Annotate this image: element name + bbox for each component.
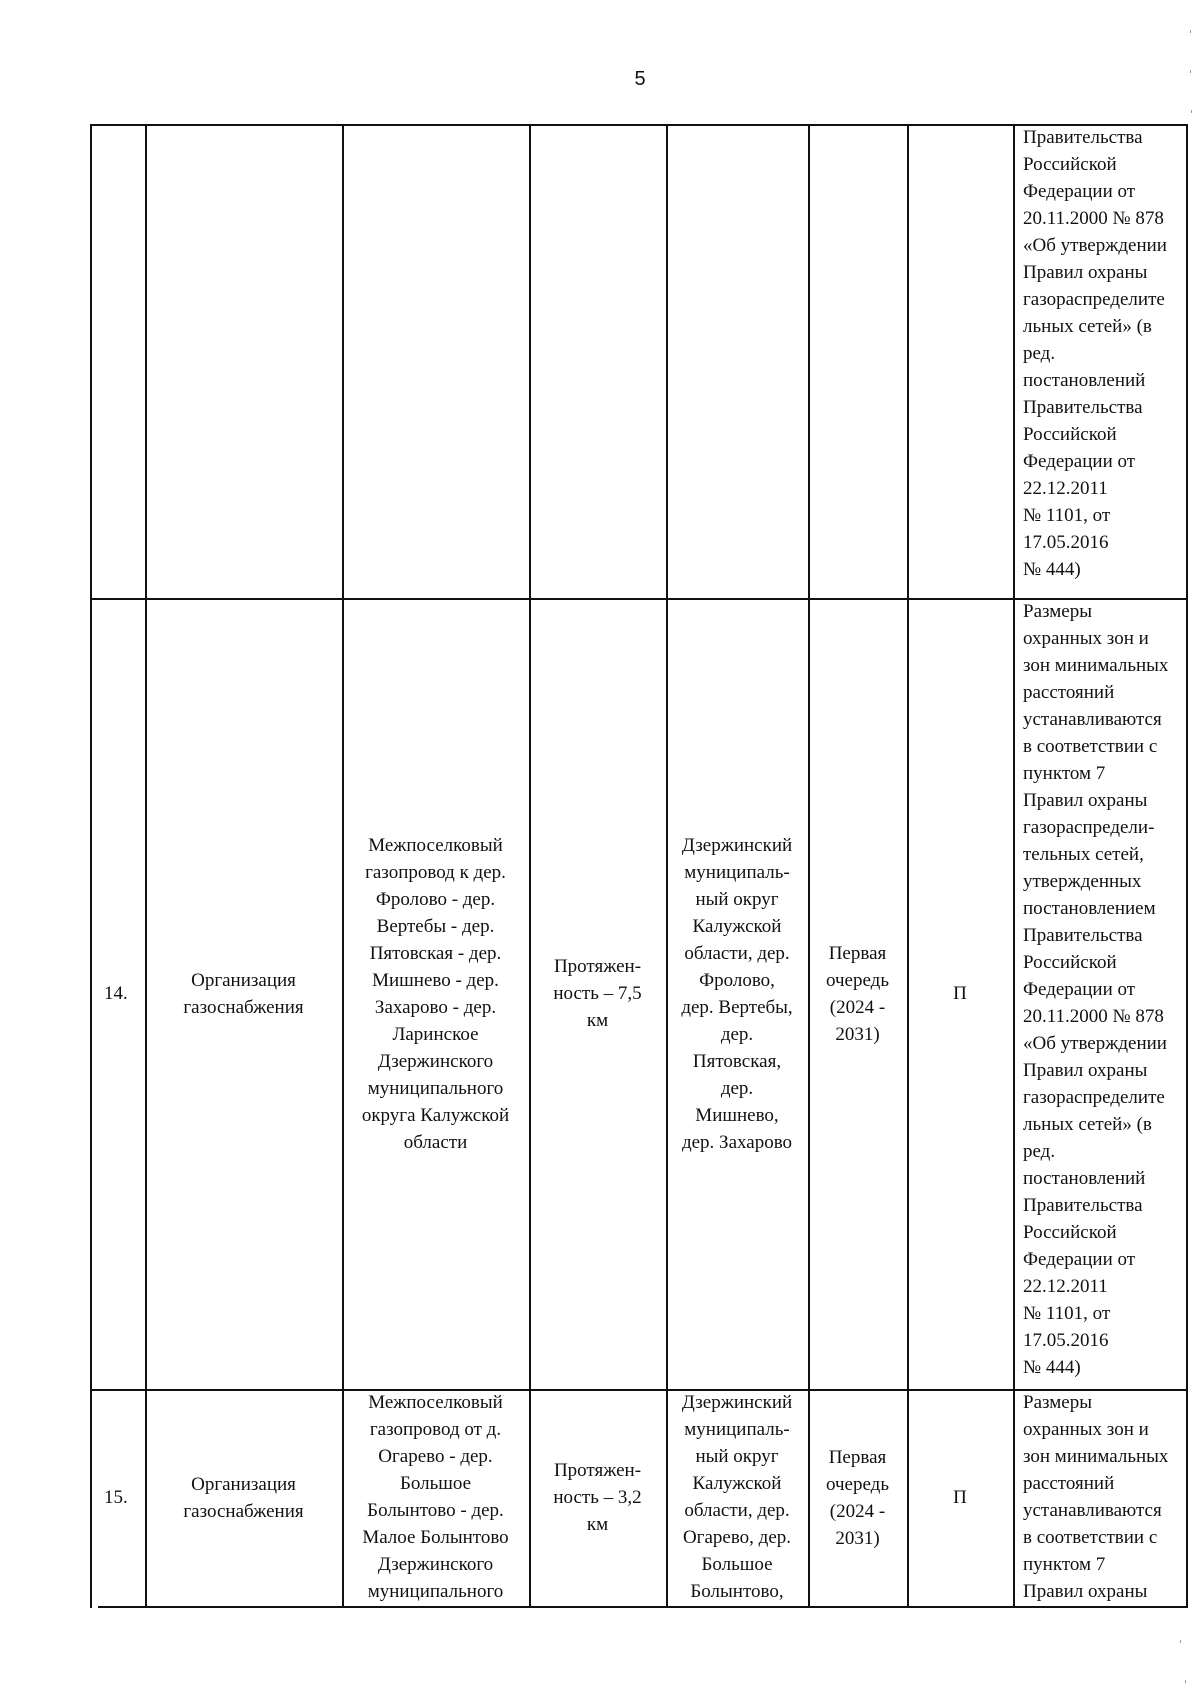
zones-cell: Размеры охранных зон и зон минимальных расстояний устанавливаются в соответствии с пунктом 7 Правил охраны газораспредели- тельных сетей, утвержденных постановлением Правительства Российской Федерации от 20.11.2000 № 878 «Об утверждении Правил охраны газораспределите льных сетей» (в ред. постановлений Правительства Российской Федерации от 22.12.2011 № 1101, от 17.05.2016 № 444) bbox=[1023, 601, 1169, 1378]
location-cell: Дзержинский муниципаль- ный округ Калужской области, дер. Огарево, дер. Большое Болынтово, bbox=[681, 1392, 793, 1602]
row-number-cell: 15. bbox=[104, 1487, 128, 1508]
characteristics-cell: Протяжен- ность – 7,5 км bbox=[553, 956, 642, 1031]
object-name-cell: Межпоселковый газопровод от д. Огарево - дер. Большое Болынтово - дер. Малое Болынтово Дзержинского муниципального bbox=[362, 1392, 509, 1602]
zones-cell: Размеры охранных зон и зон минимальных расстояний устанавливаются в соответствии с пунктом 7 Правил охраны bbox=[1023, 1392, 1169, 1602]
object-name-cell: Межпоселковый газопровод к дер. Фролово - дер. Вертебы - дер. Пятовская - дер. Мишнево - дер. Захарово - дер. Ларинское Дзержинского муниципального округа Калужской области bbox=[361, 834, 510, 1153]
period-cell: Первая очередь (2024 - 2031) bbox=[825, 942, 889, 1045]
significance-cell: П bbox=[953, 983, 967, 1004]
object-type-cell: Организация газоснабжения bbox=[183, 1473, 304, 1522]
significance-cell: П bbox=[953, 1487, 967, 1508]
characteristics-cell: Протяжен- ность – 3,2 км bbox=[553, 1460, 642, 1535]
object-type-cell: Организация газоснабжения bbox=[183, 969, 304, 1018]
zones-cell: Правительства Российской Федерации от 20.11.2000 № 878 «Об утверждении Правил охраны газораспределите льных сетей» (в ред. постановлений Правительства Российской Федерации от 22.12.2011 № 1101, от 17.05.2016 № 444) bbox=[1023, 127, 1167, 580]
row-number-cell: 14. bbox=[104, 983, 128, 1004]
page-number: 5 bbox=[634, 68, 646, 90]
period-cell: Первая очередь (2024 - 2031) bbox=[825, 1446, 889, 1549]
location-cell: Дзержинский муниципаль- ный округ Калужской области, дер. Фролово, дер. Вертебы, дер. Пятовская, дер. Мишнево, дер. Захарово bbox=[681, 834, 793, 1153]
